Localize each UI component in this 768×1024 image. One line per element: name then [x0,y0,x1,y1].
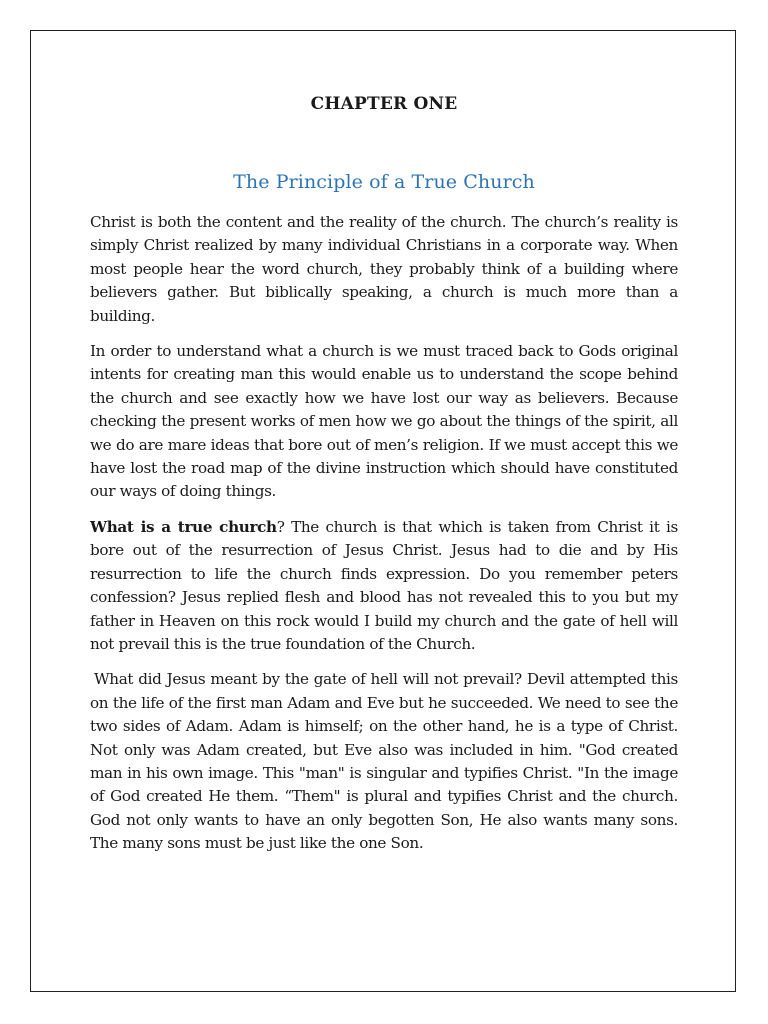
paragraph-2: In order to understand what a church is we must traced back to Gods original intents for creating man this would enable us to understand the scope behind the church and see exactly how we have lost our way as believers. Because checking the present works of men how we go about the things of the spirit, all we do are mare ideas that bore out of men’s religion. If we must accept this we have lost the road map of the divine instruction which should have constituted our ways of doing things. [90,342,678,501]
paragraph-4: What did Jesus meant by the gate of hell will not prevail? Devil attempted this on the life of the first man Adam and Eve but he succeeded. We need to see the two sides of Adam. Adam is himself; on the other hand, he is a type of Christ. Not only was Adam created, but Eve also was included in him. "God created man in his own image. This "man" is singular and typifies Christ. "In the image of God created He them. “Them" is plural and typifies Christ and the church. God not only wants to have an only begotten Son, He also wants many sons. The many sons must be just like the one Son. [90,670,678,853]
body-text [90,211,678,868]
paragraph-3 [90,516,678,656]
paragraph-3-lead: What is a true church [90,517,277,536]
document-title: The Principle of a True Church [233,171,535,193]
paragraph-3-text: ? The church is that which is taken from Christ it is bore out of the resurrection of Jesus Christ. Jesus had to die and by His resurrection to life the church finds expression. Do you remember peters confession? Jesus replied flesh and blood has not revealed this to you but my father in Heaven on this rock would I build my church and the gate of hell will not prevail this is the true foundation of the Church. [90,517,678,653]
chapter-heading: CHAPTER ONE [310,94,458,114]
paragraph-1: Christ is both the content and the reality of the church. The church’s reality is simply Christ realized by many individual Christians in a corporate way. When most people hear the word church, they probably think of a building where believers gather. But biblically speaking, a church is much more than a building. [90,213,678,325]
